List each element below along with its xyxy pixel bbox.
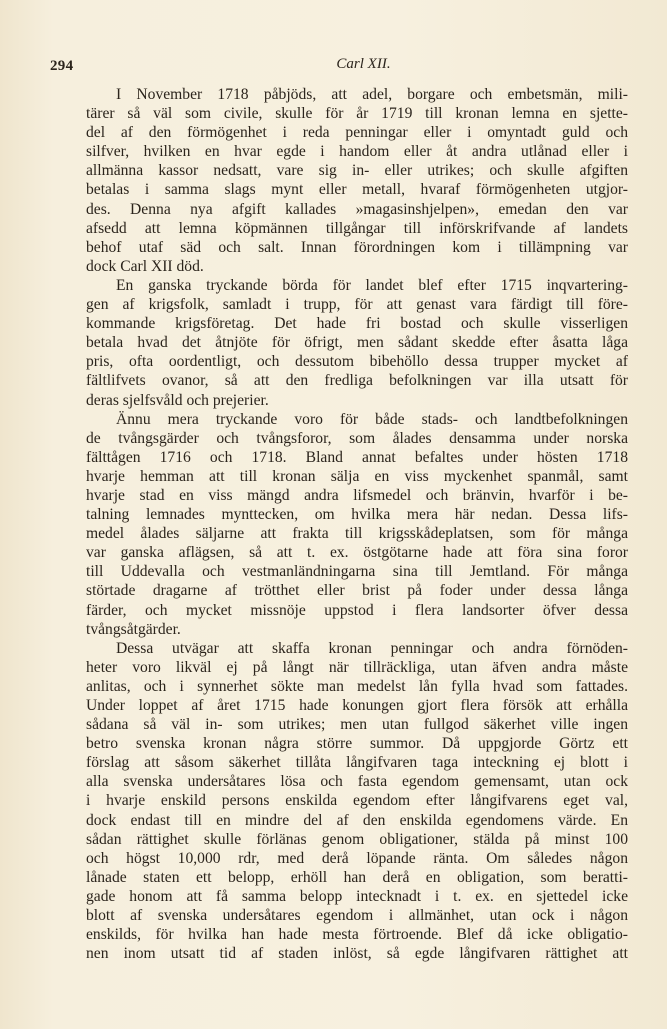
body-text [86, 85, 628, 963]
text-line: medel ålades säljarne att frakta till krigsskådeplatsen, som för många [86, 525, 628, 543]
paragraph [86, 639, 628, 964]
text-line: Ännu mera tryckande voro för både stads- och landtbefolkningen [116, 410, 628, 428]
text-line: fälttågen 1716 och 1718. Bland annat befaltes under hösten 1718 [86, 448, 628, 466]
text-line: tvångsåtgärder. [86, 620, 181, 638]
text-line: anlitas, och i synnerhet sökte man medelst lån fylla hvad som fattades. [86, 677, 628, 695]
text-line: silfver, hvilken en hvar egde i handom eller åt andra utlånad eller i [86, 143, 628, 161]
paragraph [86, 410, 628, 639]
text-line: enskilds, för hvilka han hade mesta förtroende. Blef då icke obligatio- [86, 926, 628, 944]
text-line: i hvarje enskild persons enskilda egendom efter långifvarens eget val, [86, 792, 628, 810]
text-line: Under loppet af året 1715 hade konungen gjort flera försök att erhålla [86, 697, 628, 714]
text-line: fältlifvets ovanor, så att den fredliga befolkningen var illa utsatt för [86, 372, 628, 390]
text-line: deras sjelfsvåld och prejerier. [86, 391, 269, 409]
text-line: betala hvad det åtnjöte för öfrigt, men sådant skedde efter åsatta låga [86, 334, 628, 352]
text-line: En ganska tryckande börda för landet blef efter 1715 inqvartering- [116, 276, 628, 294]
text-line: Dessa utvägar att skaffa kronan penningar och andra förnöden- [116, 639, 628, 657]
text-line: störtade dragarne af trötthet eller brist på foder under dessa långa [86, 582, 628, 600]
text-line: sådana så väl in- som utrikes; men utan fullgod säkerhet ville ingen [86, 716, 628, 734]
text-line: betalas i samma slags mynt eller metall, hvaraf förmögenheten utgjor- [86, 181, 628, 199]
page-number: 294 [50, 58, 74, 74]
text-line: nen inom utsatt tid af staden inlöst, så egde långifvaren rättighet att [86, 945, 628, 963]
page-header [50, 54, 637, 78]
text-line: dock Carl XII död. [86, 257, 204, 275]
text-line: och högst 10,000 rdr, med derå löpande ränta. Om således någon [86, 849, 628, 867]
text-line: gen af krigsfolk, samladt i trupp, för att genast vara färdigt till före- [86, 296, 628, 314]
text-line: färder, och mycket missnöje uppstod i flera landsorter öfver dessa [86, 601, 628, 619]
text-line: allmänna kassor nedsatt, vare sig in- eller utrikes; och skulle afgiften [86, 162, 628, 180]
text-line: de tvångsgärder och tvångsforor, som ålades densamma under norska [86, 429, 628, 447]
text-line: I November 1718 påbjöds, att adel, borgare och embetsmän, mili- [116, 86, 628, 103]
text-line: des. Denna nya afgift kallades »magasinshjelpen», emedan den var [86, 200, 628, 218]
text-line: pris, ofta oordentligt, och dessutom bibehöllo dessa trupper mycket af [86, 353, 628, 371]
text-line: blott af svenska undersåtares egendom i allmänhet, utan ock i någon [86, 907, 628, 925]
text-line: betro svenska kronan några större summor. Då uppgjorde Görtz ett [86, 735, 628, 753]
paragraph [86, 85, 628, 276]
text-line: alla svenska undersåtares lösa och fasta egendom gemensamt, utan ock [86, 773, 628, 791]
text-line: dock endast till en mindre del af den enskilda egendomens värde. En [86, 811, 628, 829]
text-line: förslag att såsom säkerhet tillåta långifvaren taga inteckning ej blott i [86, 754, 628, 772]
text-line: afsedd att lemna köpmännen tillgångar till införskrifvande af landets [86, 219, 628, 237]
text-line: tärer så väl som civile, skulle för år 1719 till kronan lemna en sjette- [86, 105, 628, 123]
text-line: sådan rättighet skulle förlänas genom obligationer, stälda på minst 100 [86, 830, 628, 848]
text-line: heter voro likväl ej på långt när tillräckliga, utan äfven andra måste [86, 658, 628, 676]
text-line: gade honom att få samma belopp intecknadt i t. ex. en sjettedel icke [86, 887, 628, 905]
text-line: var ganska aflägsen, så att t. ex. östgötarne hade att föra sina foror [86, 544, 628, 562]
text-line: del af den förmögenhet i reda penningar eller i omyntadt guld och [86, 124, 628, 142]
running-title: Carl XII. [336, 56, 391, 72]
text-line: behof utaf säd och salt. Innan förordningen kom i tillämpning var [86, 238, 628, 256]
text-line: hvarje hemman att till kronan sälja en viss myckenhet spanmål, samt [86, 467, 628, 485]
text-line: kommande krigsföretag. Det hade fri bostad och skulle visserligen [86, 315, 628, 333]
text-line: lånade staten ett belopp, erhöll han derå en obligation, som beratti- [86, 868, 628, 886]
text-line: till Uddevalla och vestmanländningarna sina till Jemtland. För många [86, 563, 628, 581]
paragraph [86, 276, 628, 410]
text-line: talning lemnades mynttecken, om hvilka mera här nedan. Dessa lifs- [86, 506, 628, 524]
text-line: hvarje stad en viss mängd andra lifsmedel och bränvin, hvarför i be- [86, 486, 628, 504]
